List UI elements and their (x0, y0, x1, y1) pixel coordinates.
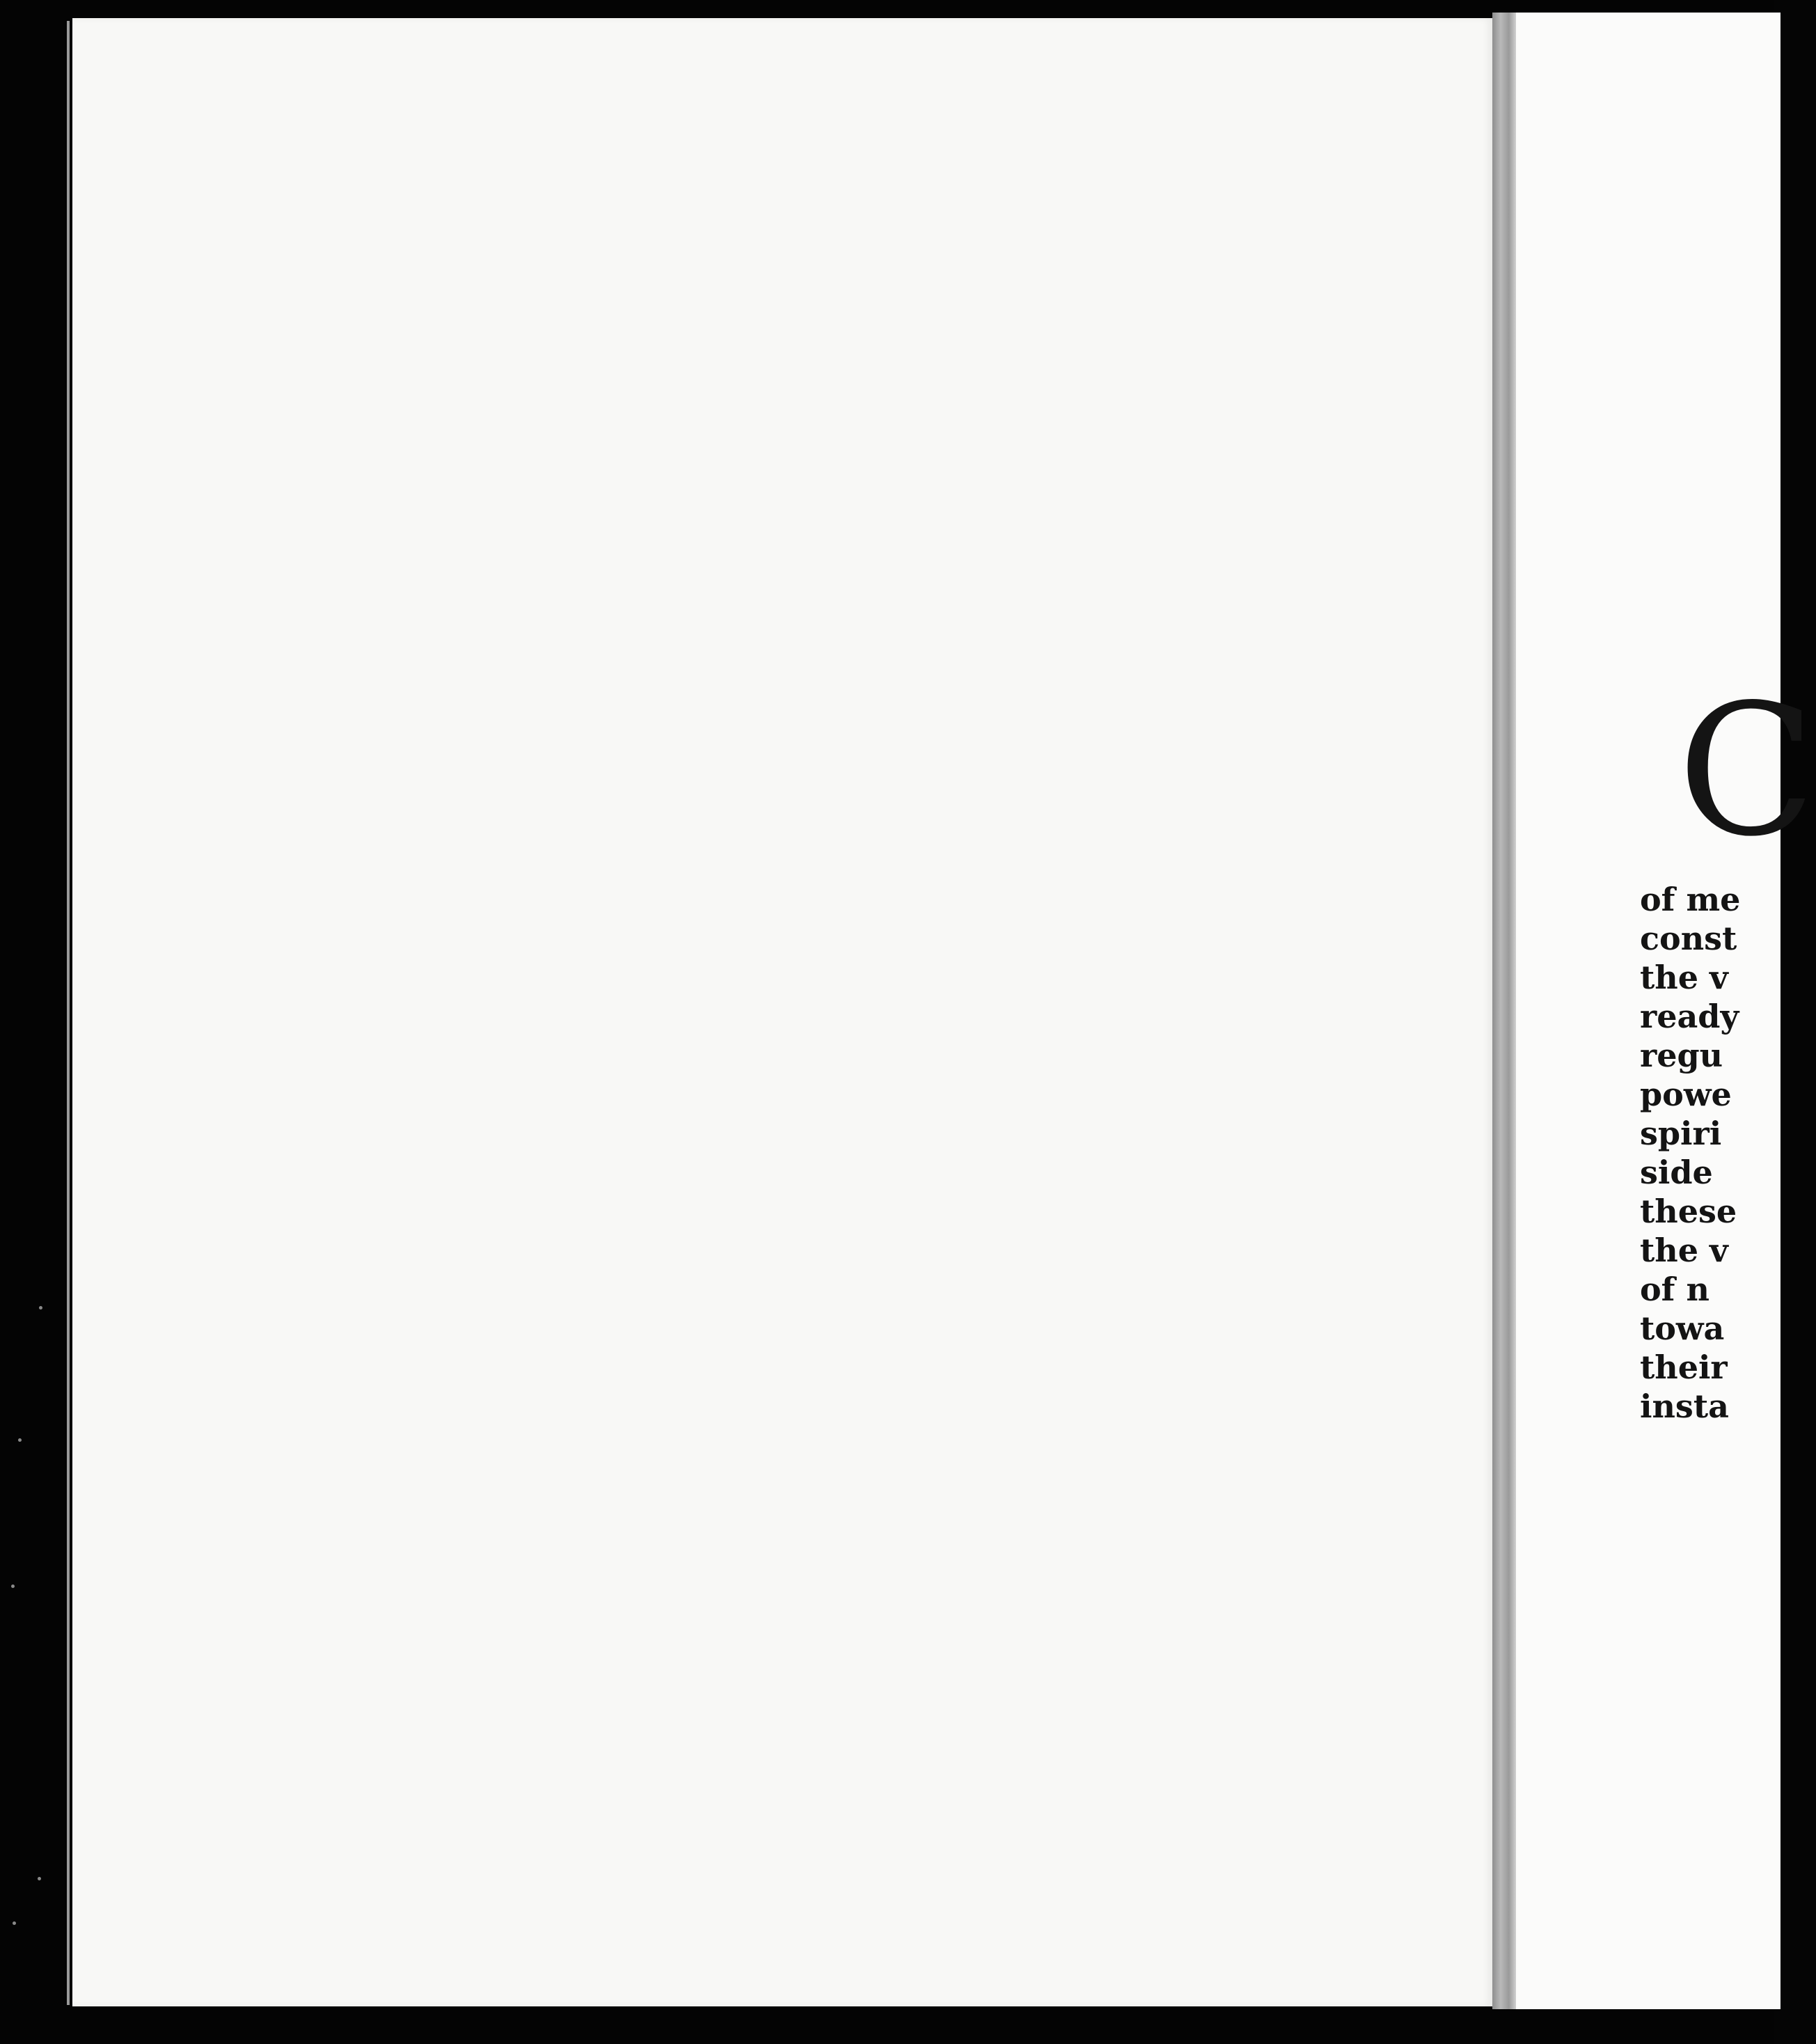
speck (13, 1921, 16, 1925)
text-line: regu (1640, 1037, 1723, 1074)
text-line: ready (1640, 998, 1739, 1035)
text-line: of n (1640, 1271, 1710, 1308)
text-line: const (1640, 920, 1737, 957)
text-line: spiri (1640, 1115, 1722, 1152)
left-page-blank (72, 18, 1492, 2006)
speck (11, 1585, 15, 1588)
text-line: of me (1640, 881, 1741, 918)
text-line: their (1640, 1349, 1728, 1386)
text-line: powe (1640, 1076, 1732, 1113)
speck (39, 1306, 42, 1310)
page-stack-edge (67, 21, 70, 2005)
speck (38, 1877, 41, 1880)
text-line: towa (1640, 1310, 1725, 1347)
text-line: side (1640, 1154, 1713, 1191)
body-text (1640, 880, 1740, 1426)
text-line: insta (1640, 1387, 1729, 1425)
text-line: the v (1640, 959, 1728, 996)
book-gutter (1492, 13, 1516, 2009)
text-line: these (1640, 1193, 1737, 1230)
drop-cap: C (1677, 666, 1816, 876)
text-line: the v (1640, 1232, 1728, 1269)
speck (18, 1438, 22, 1442)
